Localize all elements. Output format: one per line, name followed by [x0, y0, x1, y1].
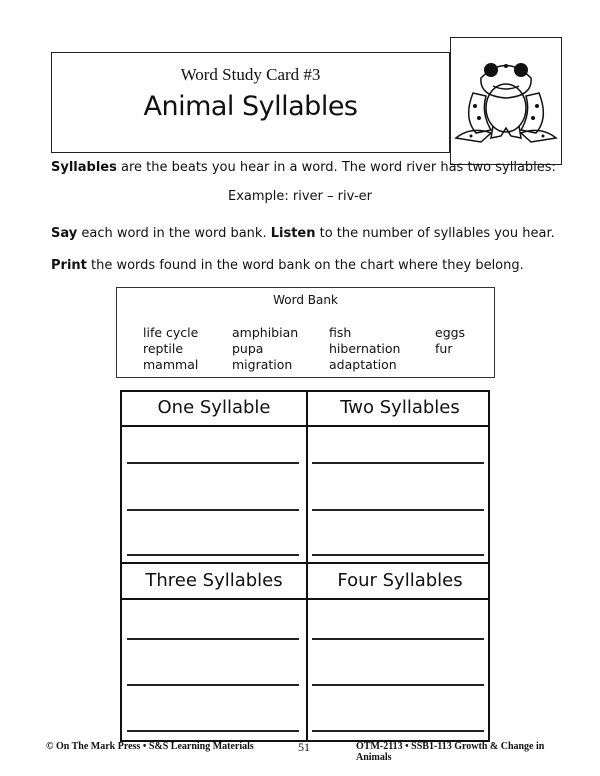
divider — [306, 392, 308, 740]
write-line[interactable] — [127, 684, 299, 686]
write-line[interactable] — [312, 730, 484, 732]
write-line[interactable] — [312, 509, 484, 511]
word: fur — [435, 341, 453, 356]
header-four-syllables: Four Syllables — [337, 570, 463, 591]
write-line[interactable] — [312, 638, 484, 640]
page-title: Animal Syllables — [143, 91, 358, 122]
word-bank-title: Word Bank — [273, 293, 338, 307]
word: eggs — [435, 325, 466, 340]
header-three-syllables: Three Syllables — [145, 570, 283, 591]
word: adaptation — [329, 357, 397, 372]
header-two-syllables: Two Syllables — [340, 397, 460, 418]
syllable-chart — [120, 390, 490, 742]
write-line[interactable] — [312, 462, 484, 464]
divider — [122, 598, 488, 600]
frog-illustration — [450, 37, 562, 165]
write-line[interactable] — [312, 684, 484, 686]
word: hibernation — [329, 341, 401, 356]
word: mammal — [143, 357, 199, 372]
card-subtitle: Word Study Card #3 — [180, 65, 321, 84]
word: fish — [329, 325, 352, 340]
divider — [122, 562, 488, 564]
intro-line: Syllables are the beats you hear in a word. The word river has two syllables: — [51, 160, 556, 175]
word: reptile — [143, 341, 184, 356]
write-line[interactable] — [312, 554, 484, 556]
word: pupa — [232, 341, 264, 356]
word: migration — [232, 357, 293, 372]
title-box — [51, 52, 450, 153]
write-line[interactable] — [127, 730, 299, 732]
footer-copyright: © On The Mark Press • S&S Learning Materials — [46, 741, 254, 752]
divider — [122, 425, 488, 427]
say-instruction: Say each word in the word bank. Listen to the number of syllables you hear. — [51, 226, 555, 241]
word-bank — [116, 287, 495, 378]
write-line[interactable] — [127, 554, 299, 556]
word: life cycle — [143, 325, 199, 340]
page-number: 51 — [298, 740, 310, 754]
word: amphibian — [232, 325, 299, 340]
frog-icon — [451, 38, 561, 164]
example-line: Example: river – riv-er — [227, 189, 372, 204]
write-line[interactable] — [127, 462, 299, 464]
print-instruction: Print the words found in the word bank on the chart where they belong. — [51, 258, 524, 273]
footer-product: OTM-2113 • SSB1-113 Growth & Change in Animals — [356, 741, 545, 763]
write-line[interactable] — [127, 509, 299, 511]
write-line[interactable] — [127, 638, 299, 640]
header-one-syllable: One Syllable — [157, 397, 271, 418]
